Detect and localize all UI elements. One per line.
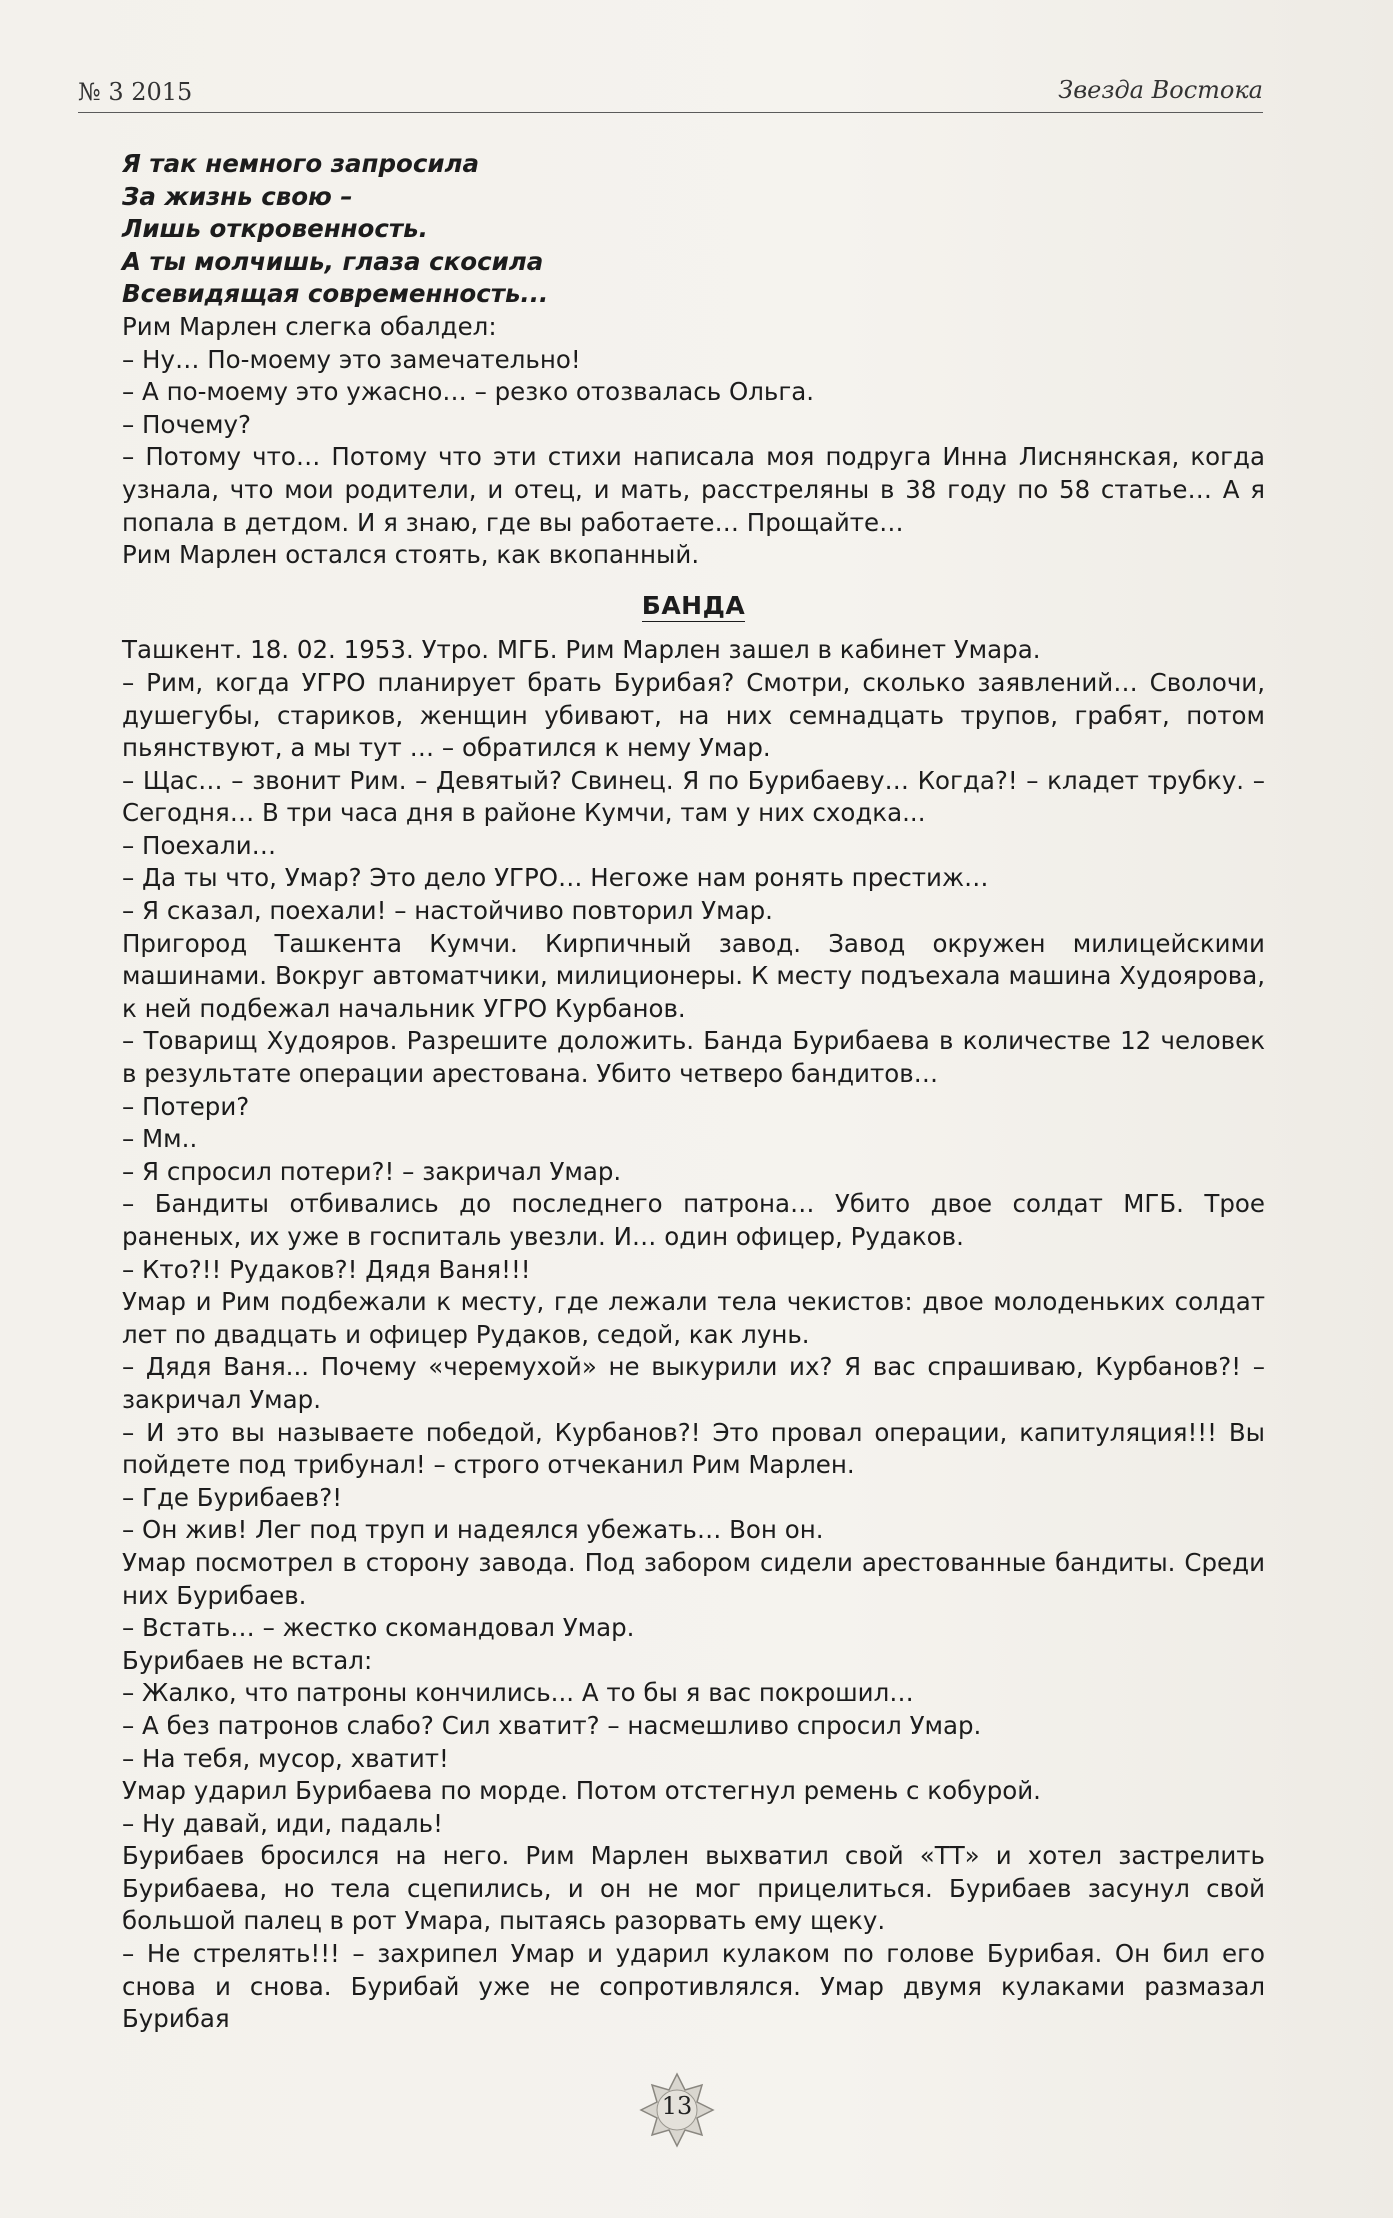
paragraph: – Где Бурибаев?!	[122, 1482, 343, 1512]
paragraph: – Жалко, что патроны кончились... А то бы я вас покрошил…	[122, 1678, 914, 1708]
paragraph: – На тебя, мусор, хватит!	[122, 1743, 449, 1773]
paragraph: – Ну… По-моему это замечательно!	[122, 344, 581, 374]
running-head	[78, 72, 1263, 113]
paragraph: – И это вы называете победой, Курбанов?! Это провал операции, капитуляция!!! Вы пойдете под трибунал! – строго отчеканил Рим Марлен.	[122, 1417, 1265, 1480]
paragraph: – Я сказал, поехали! – настойчиво повторил Умар.	[122, 896, 773, 926]
paragraph: – Поехали…	[122, 830, 277, 860]
paragraph: Бурибаев не встал:	[122, 1645, 373, 1675]
poem-line: За жизнь свою –	[122, 181, 353, 211]
paragraph: – Потому что… Потому что эти стихи написала моя подруга Инна Лиснянская, когда узнала, что мои родители, и отец, и мать, расстреляны в 38 году по 58 статье… А я попала в детдом. И я знаю, где вы работаете… Прощайте…	[122, 442, 1265, 537]
poem-line: Всевидящая современность...	[122, 279, 549, 309]
paragraph: – Да ты что, Умар? Это дело УГРО… Негоже нам ронять престиж…	[122, 863, 989, 893]
paragraph: Умар ударил Бурибаева по морде. Потом отстегнул ремень с кобурой.	[122, 1776, 1041, 1806]
paragraph: – Мм..	[122, 1124, 198, 1154]
article-body	[122, 148, 1265, 2036]
paragraph: Рим Марлен слегка обалдел:	[122, 311, 497, 341]
poem-line: Я так немного запросила	[122, 149, 480, 178]
issue-number: № 3 2015	[78, 78, 193, 106]
poem	[122, 148, 1265, 311]
paragraph: – Дядя Ваня... Почему «черемухой» не выкурили их? Я вас спрашиваю, Курбанов?! – закричал Умар.	[122, 1352, 1265, 1414]
paragraph: – Товарищ Худояров. Разрешите доложить. Банда Бурибаева в количестве 12 человек в результате операции арестована. Убито четверо бандитов…	[122, 1026, 1265, 1089]
journal-title: Звезда Востока	[1058, 76, 1263, 104]
poem-line: А ты молчишь, глаза скосила	[122, 246, 544, 276]
paragraph: Бурибаев бросился на него. Рим Марлен выхватил свой «ТТ» и хотел застрелить Бурибаева, но тела сцепились, и он не мог прицелиться. Бурибаев засунул свой большой палец в рот Умара, пытаясь разорвать ему щеку.	[122, 1841, 1265, 1936]
paragraph: – Не стрелять!!! – захрипел Умар и ударил кулаком по голове Бурибая. Он бил его снова и снова. Бурибай уже не сопротивлялся. Умар двумя кулаками размазал Бурибая	[122, 1939, 1265, 2034]
paragraph: – Рим, когда УГРО планирует брать Бурибая? Смотри, сколько заявлений… Сволочи, душегубы, стариков, женщин убивают, на них семнадцать трупов, грабят, потом пьянствуют, а мы тут … – обратился к нему Умар.	[122, 667, 1265, 763]
paragraph: Ташкент. 18. 02. 1953. Утро. МГБ. Рим Марлен зашел в кабинет Умара.	[122, 635, 1041, 665]
paragraph: – Бандиты отбивались до последнего патрона… Убито двое солдат МГБ. Трое раненых, их уже в госпиталь увезли. И… один офицер, Рудаков.	[122, 1189, 1265, 1251]
paragraph: – Он жив! Лег под труп и надеялся убежать… Вон он.	[122, 1515, 824, 1545]
paragraph: – Я спросил потери?! – закричал Умар.	[122, 1156, 622, 1186]
page-number: 13	[661, 2092, 693, 2120]
section-title: БАНДА	[641, 590, 746, 620]
paragraph: – А без патронов слабо? Сил хватит? – насмешливо спросил Умар.	[122, 1710, 982, 1740]
paragraph: Умар и Рим подбежали к месту, где лежали тела чекистов: двое молоденьких солдат лет по двадцать и офицер Рудаков, седой, как лунь.	[122, 1287, 1265, 1349]
page-number-ornament	[639, 2072, 715, 2148]
paragraph: – Кто?!! Рудаков?! Дядя Ваня!!!	[122, 1254, 531, 1284]
section-heading	[122, 590, 1265, 623]
paragraph: Рим Марлен остался стоять, как вкопанный.	[122, 540, 700, 570]
paragraph: Умар посмотрел в сторону завода. Под забором сидели арестованные бандиты. Среди них Бурибаев.	[122, 1547, 1265, 1610]
paragraph: – А по-моему это ужасно… – резко отозвалась Ольга.	[122, 377, 815, 407]
paragraph: – Почему?	[122, 409, 251, 439]
paragraph: – Ну давай, иди, падаль!	[122, 1808, 443, 1838]
poem-line: Лишь откровенность.	[122, 214, 428, 244]
paragraph: – Щас… – звонит Рим. – Девятый? Свинец. Я по Бурибаеву… Когда?! – кладет трубку. – Сегодня… В три часа дня в районе Кумчи, там у них сходка...	[122, 765, 1265, 828]
paragraph: – Встать… – жестко скомандовал Умар.	[122, 1613, 635, 1643]
paragraph: – Потери?	[122, 1091, 250, 1121]
paragraph: Пригород Ташкента Кумчи. Кирпичный завод. Завод окружен милицейскими машинами. Вокруг автоматчики, милиционеры. К месту подъехала машина Худоярова, к ней подбежал начальник УГРО Курбанов.	[122, 928, 1265, 1023]
